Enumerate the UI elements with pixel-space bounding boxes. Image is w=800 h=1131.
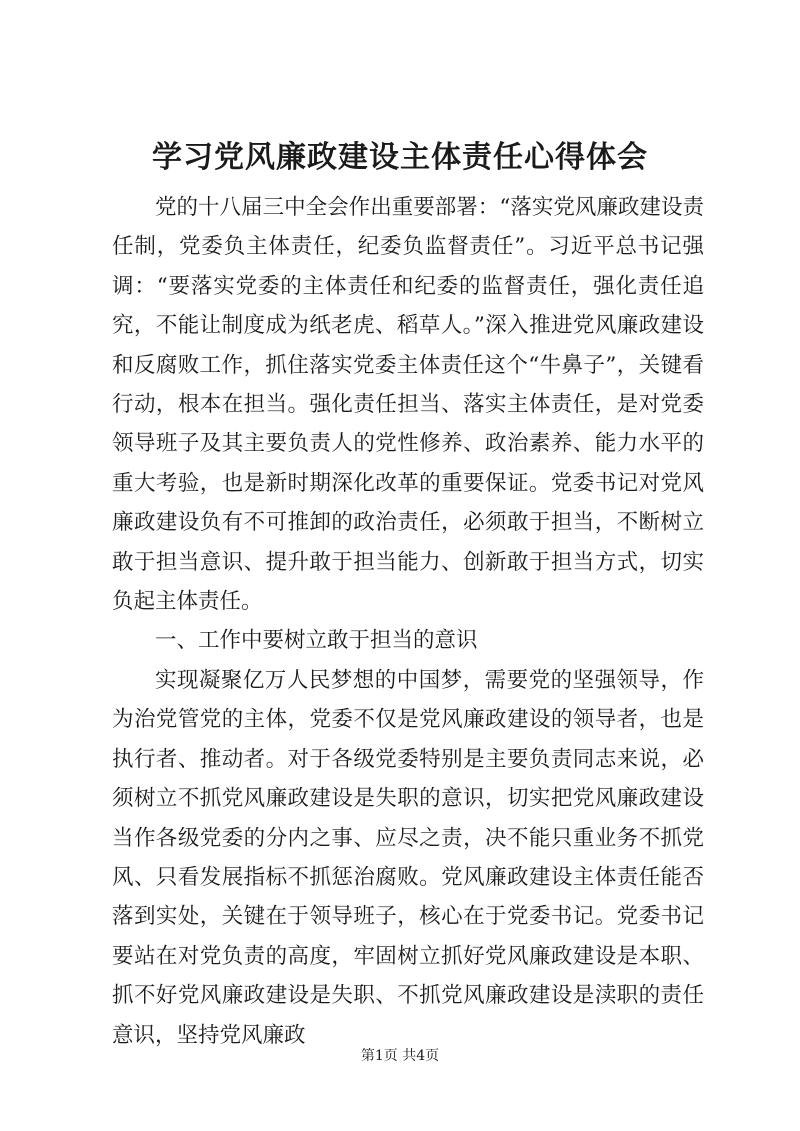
section-heading-1: 一、工作中要树立敢于担当的意识 — [155, 628, 478, 654]
paragraph-intro: 党的十八届三中全会作出重要部署：“落实党风廉政建设责任制，党委负主体责任，纪委负监督责任”。习近平总书记强调：“要落实党委的主体责任和纪委的监督责任，强化责任追究，不能让制度成为纸老虎、稻草人。”深入推进党风廉政建设和反腐败工作，抓住落实党委主体责任这个“牛鼻子”，关键看行动，根本在担当。强化责任担当、落实主体责任，是对党委领导班子及其主要负责人的党性修养、政治素养、能力水平的重大考验，也是新时期深化改革的重要保证。党委书记对党风廉政建设负有不可推卸的政治责任，必须敢于担当，不断树立敢于担当意识、提升敢于担当能力、创新敢于担当方式，切实负起主体责任。 — [112, 195, 704, 615]
document-title: 学习党风廉政建设主体责任心得体会 — [152, 140, 648, 175]
paragraph-section-1: 实现凝聚亿万人民梦想的中国梦，需要党的坚强领导，作为治党管党的主体，党委不仅是党风廉政建设的领导者，也是执行者、推动者。对于各级党委特别是主要负责同志来说，必须树立不抓党风廉政建设是失职的意识，切实把党风廉政建设当作各级党委的分内之事、应尽之责，决不能只重业务不抓党风、只看发展指标不抓惩治腐败。党风廉政建设主体责任能否落到实处，关键在于领导班子，核心在于党委书记。党委书记要站在对党负责的高度，牢固树立抓好党风廉政建设是本职、抓不好党风廉政建设是失职、不抓党风廉政建设是渎职的责任意识，坚持党风廉政 — [112, 667, 704, 1048]
page-footer: 第1页 共4页 — [360, 1048, 440, 1064]
document-body — [112, 188, 704, 1055]
